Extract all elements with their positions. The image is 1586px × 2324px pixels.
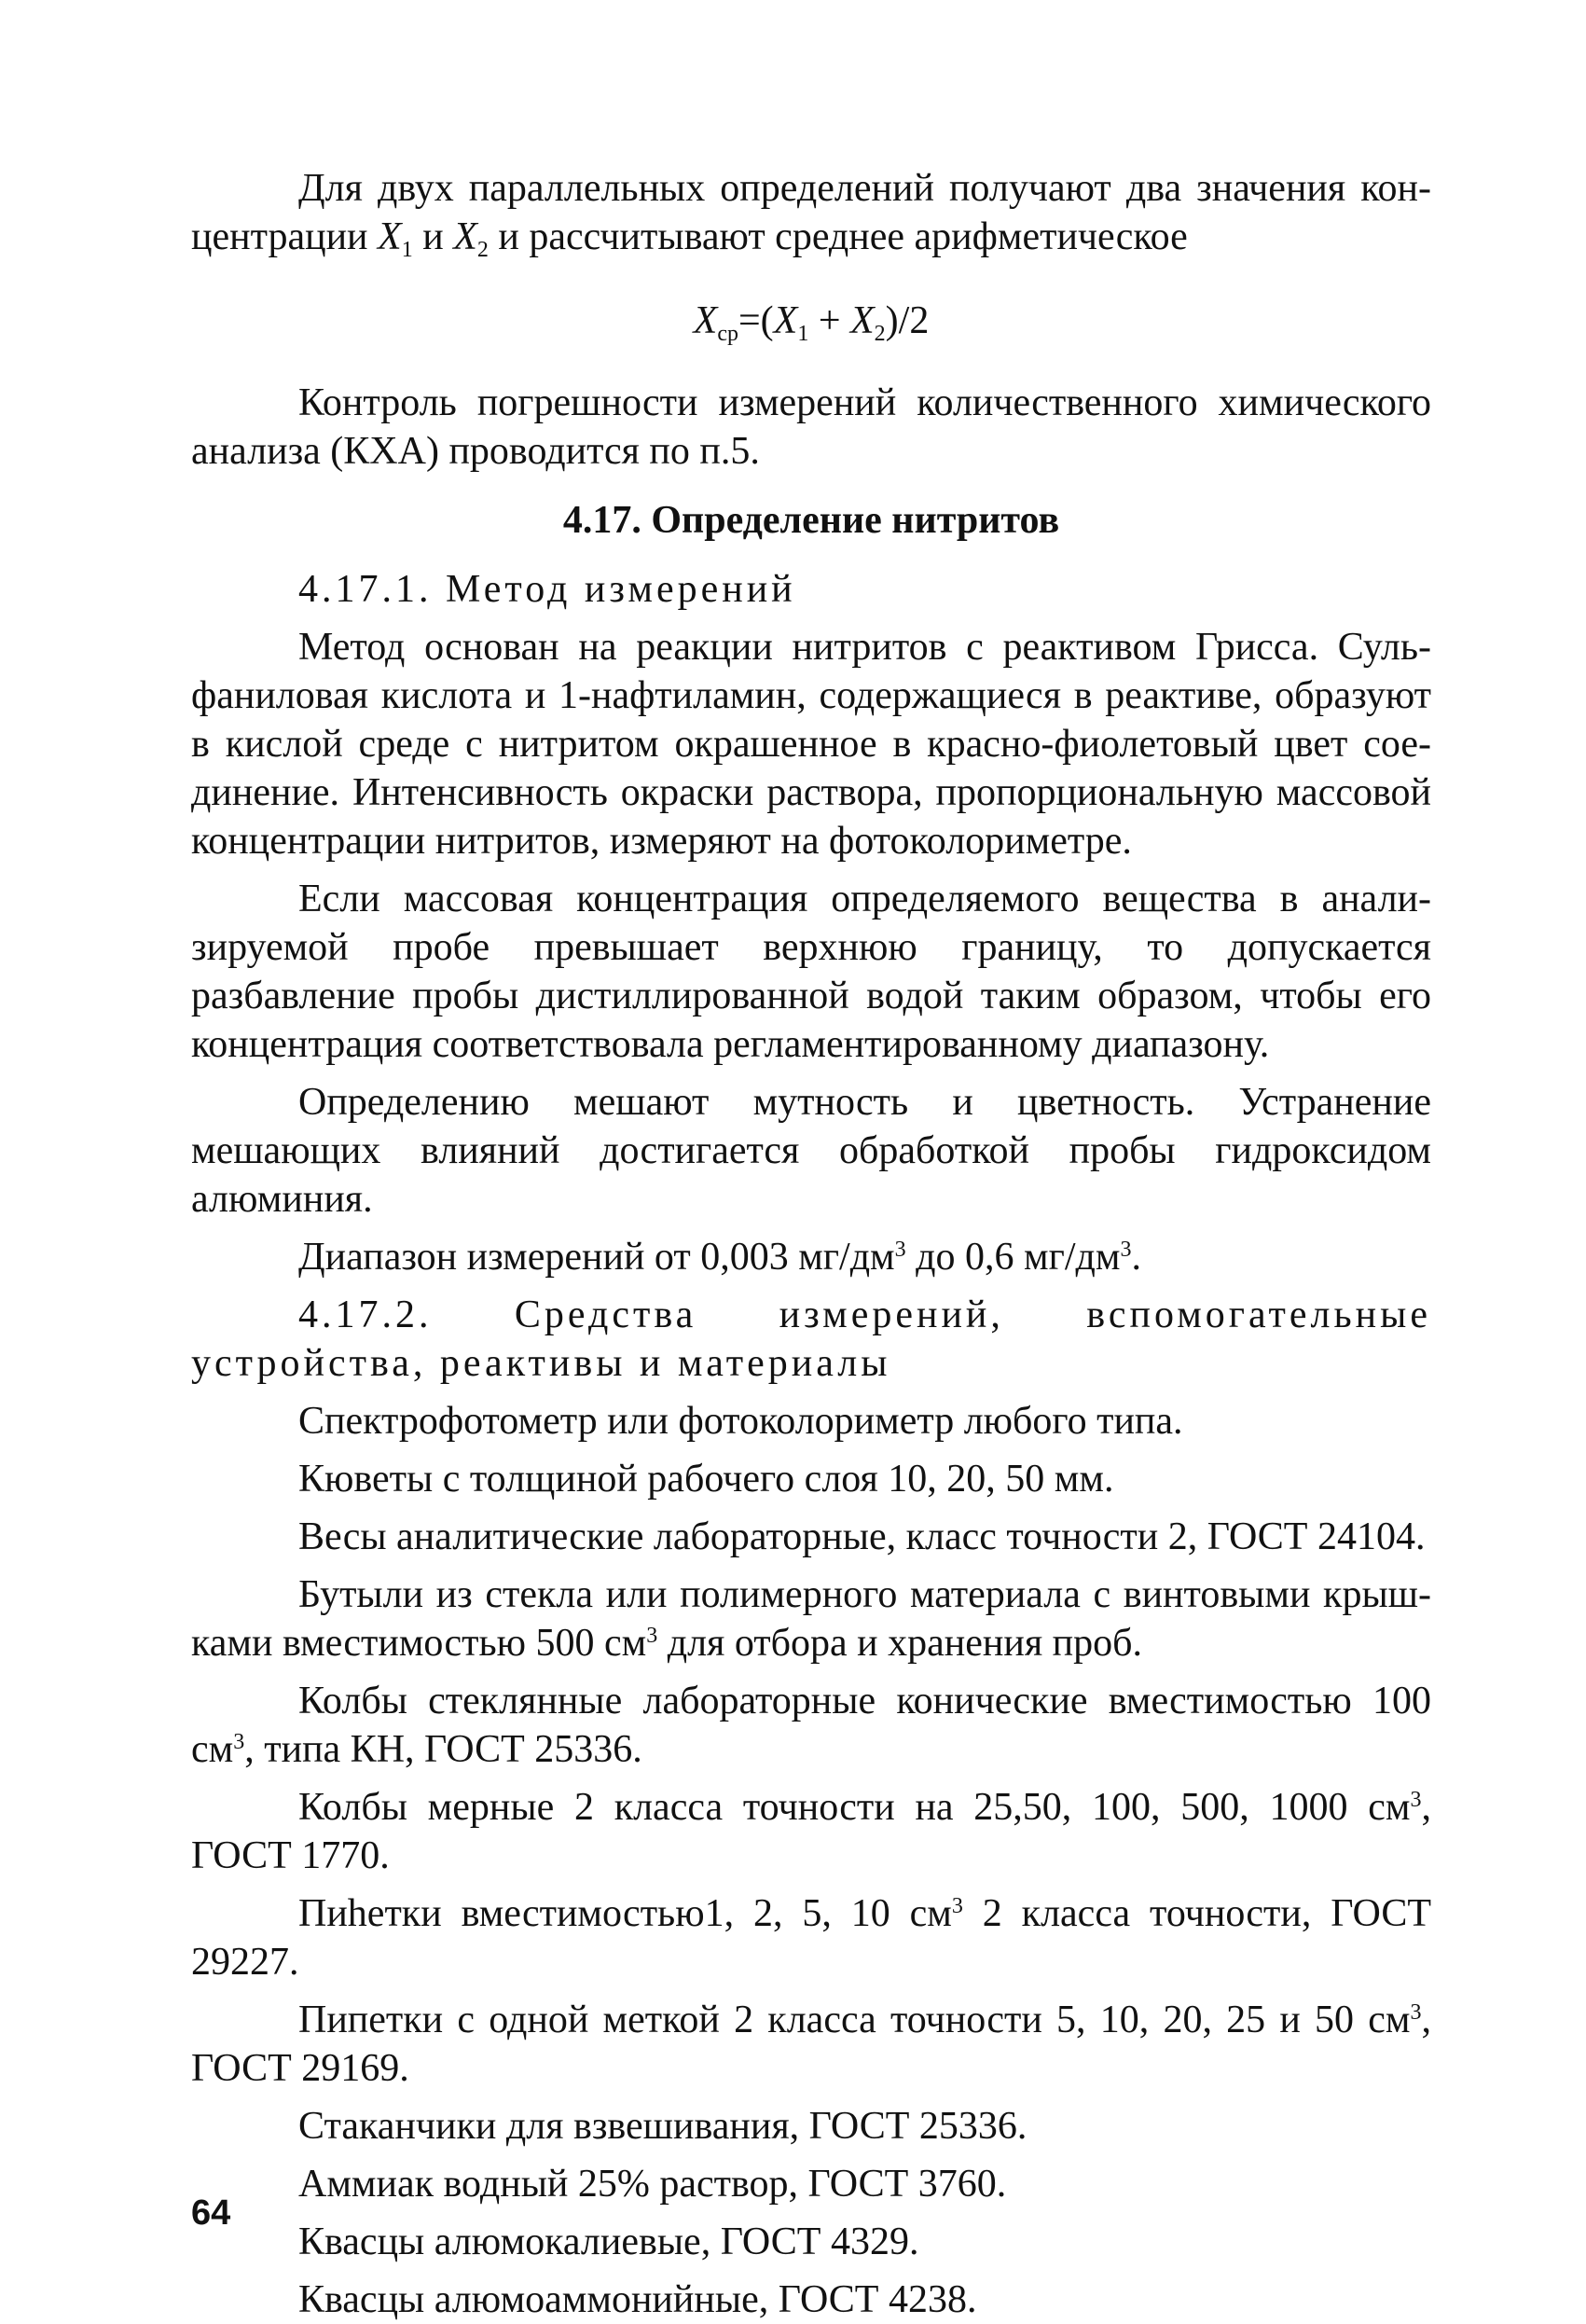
equipment-item: Весы аналитические лабораторные, класс точности 2, ГОСТ 24104.: [298, 1515, 1426, 1558]
equipment-item: Кюветы с толщиной рабочего слоя 10, 20, 50 мм.: [298, 1458, 1114, 1501]
equipment-item: Пипетки с одной меткой 2 класса точности 5, 10, 20, 25 и 50 $см^3$, ГОСТ 29169.: [191, 1999, 1431, 2090]
mean-formula: $X_{ср}=(X_1 + X_2)/2$: [693, 299, 930, 346]
equipment-item: Стаканчики для взвешивания, ГОСТ 25336.: [298, 2105, 1027, 2148]
intro-paragraph: Для двух параллельных определений получают два значения кон-центрации $X_1$ и $X_2$ и рассчитывают среднее арифметическое: [191, 167, 1431, 262]
subsection-title-equipment: 4.17.2. Средства измерений, вспомогательные устройства, реактивы и материалы: [191, 1293, 1431, 1385]
section-heading: 4.17. Определение нитритов: [562, 499, 1060, 542]
equipment-item: Пиhетки вместимостью1, 2, 5, 10 $см^3$ 2 класса точности, ГОСТ 29227.: [191, 1892, 1431, 1984]
method-paragraph: Метод основан на реакции нитритов с реактивом Грисса. Суль-фаниловая кислота и 1-нафтиламин, содержащиеся в реактиве, образуют в кислой среде с нитритом окрашенное в красно-фиолетовый цвет сое-динение. Интенсивность окраски раствора, пропорциональную массовой концентрации нитритов, измеряют на фотоколориметре.: [191, 626, 1431, 863]
equipment-item: Колбы мерные 2 класса точности на 25,50, 100, 500, 1000 $см^3$, ГОСТ 1770.: [191, 1786, 1431, 1877]
page-number: 64: [191, 2193, 231, 2233]
page-body: [191, 164, 1431, 2324]
equipment-item: Спектрофотометр или фотоколориметр любого типа.: [298, 1400, 1183, 1443]
equipment-item: Квасцы алюмоаммонийные, ГОСТ 4238.: [298, 2278, 977, 2321]
method-paragraph: Определению мешают мутность и цветность. Устранение мешающих влияний достигается обработкой пробы гидроксидом алюминия.: [191, 1081, 1431, 1221]
measurement-range: Диапазон измерений от 0,003 $мг/дм^3$ до 0,6 $мг/дм^3$.: [298, 1236, 1141, 1279]
equipment-item: Аммиак водный 25% раствор, ГОСТ 3760.: [298, 2163, 1007, 2206]
subsection-title-method: 4.17.1. Метод измерений: [298, 568, 796, 611]
equipment-item: Бутыли из стекла или полимерного материала с винтовыми крыш-ками вместимостью 500 $см^3$ для отбора и хранения проб.: [191, 1573, 1431, 1665]
equipment-item: Колбы стеклянные лабораторные конические вместимостью 100 $см^3$, типа КН, ГОСТ 25336.: [191, 1680, 1431, 1771]
equipment-item: Квасцы алюмокалиевые, ГОСТ 4329.: [298, 2220, 919, 2263]
method-paragraph: Если массовая концентрация определяемого вещества в анали-зируемой пробе превышает верхнюю границу, то допускается разбавление пробы дистиллированной водой таким образом, чтобы его концентрация соответствовала регламентированному диапазону.: [191, 878, 1431, 1066]
control-paragraph: Контроль погрешности измерений количественного химического анализа (КХА) проводится по п.5.: [191, 381, 1431, 473]
